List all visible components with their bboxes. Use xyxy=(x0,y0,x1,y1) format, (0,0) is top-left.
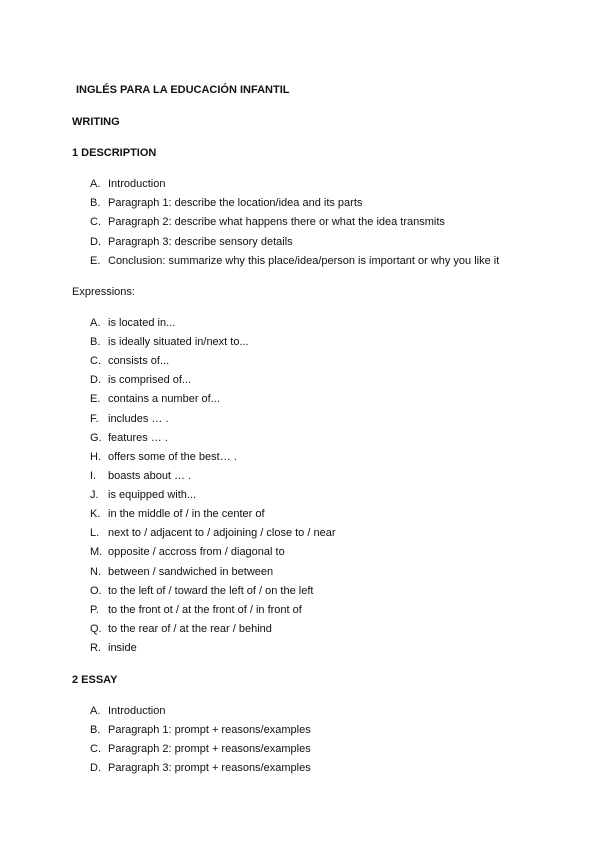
list-marker: D. xyxy=(90,762,101,775)
list-marker: J. xyxy=(90,489,99,502)
list-item-text: opposite / accross from / diagonal to xyxy=(108,546,285,559)
list-item-text: Paragraph 1: describe the location/idea and its parts xyxy=(108,197,363,210)
list-marker: A. xyxy=(90,705,101,717)
list-marker: E. xyxy=(90,393,101,406)
list-marker: R. xyxy=(90,642,101,655)
document-title: INGLÉS PARA LA EDUCACIÓN INFANTIL xyxy=(76,84,290,96)
list-item-text: inside xyxy=(108,642,137,655)
list-marker: C. xyxy=(90,743,101,756)
list-item-text: Paragraph 2: prompt + reasons/examples xyxy=(108,743,311,756)
list-item-text: Conclusion: summarize why this place/idea/person is important or why you like it xyxy=(108,254,500,267)
list-marker: I. xyxy=(90,469,97,482)
list-item-text: in the middle of / in the center of xyxy=(108,508,265,521)
list-item-text: boasts about … . xyxy=(108,469,192,482)
list-marker: L. xyxy=(90,527,100,540)
list-marker: B. xyxy=(90,336,101,349)
list-marker: H. xyxy=(90,450,101,463)
list-marker: K. xyxy=(90,508,101,521)
list-marker: N. xyxy=(90,565,101,578)
list-item-text: is equipped with... xyxy=(108,489,197,502)
list-item-text: is comprised of... xyxy=(108,374,192,387)
list-marker: D. xyxy=(90,235,101,248)
expressions-label: Expressions: xyxy=(72,286,135,298)
list-item-text: to the rear of / at the rear / behind xyxy=(108,622,272,635)
list-marker: M. xyxy=(90,546,103,559)
list-item-text: Introduction xyxy=(108,705,166,717)
list-marker: A. xyxy=(90,178,101,190)
list-marker: B. xyxy=(90,197,101,210)
list-item-text: contains a number of... xyxy=(108,393,220,406)
list-marker: A. xyxy=(90,317,101,329)
heading-essay: 2 ESSAY xyxy=(72,674,118,686)
list-marker: Q. xyxy=(90,622,102,635)
list-marker: C. xyxy=(90,216,101,229)
list-marker: G. xyxy=(90,431,102,444)
list-item-text: includes … . xyxy=(108,412,169,425)
list-marker: F. xyxy=(90,412,99,425)
list-item-text: next to / adjacent to / adjoining / close to / near xyxy=(108,527,336,540)
list-item-text: Paragraph 1: prompt + reasons/examples xyxy=(108,724,311,737)
list-item-text: to the front ot / at the front of / in front of xyxy=(108,603,302,616)
list-item-text: consists of... xyxy=(108,355,170,368)
list-marker: P. xyxy=(90,603,99,616)
list-marker: E. xyxy=(90,254,101,267)
list-item-text: is located in... xyxy=(108,317,176,329)
list-marker: C. xyxy=(90,355,101,368)
list-item-text: is ideally situated in/next to... xyxy=(108,336,249,349)
list-item-text: offers some of the best… . xyxy=(108,450,237,463)
list-item-text: Introduction xyxy=(108,178,166,190)
list-item-text: Paragraph 3: describe sensory details xyxy=(108,235,293,248)
list-marker: O. xyxy=(90,584,102,597)
list-marker: D. xyxy=(90,374,101,387)
list-marker: B. xyxy=(90,724,101,737)
heading-description: 1 DESCRIPTION xyxy=(72,147,157,159)
list-item-text: Paragraph 2: describe what happens there or what the idea transmits xyxy=(108,216,445,229)
list-item-text: to the left of / toward the left of / on the left xyxy=(108,584,314,597)
list-item-text: features … . xyxy=(108,431,168,444)
section-heading-writing: WRITING xyxy=(72,116,120,128)
list-item-text: Paragraph 3: prompt + reasons/examples xyxy=(108,762,311,775)
list-item-text: between / sandwiched in between xyxy=(108,565,274,578)
